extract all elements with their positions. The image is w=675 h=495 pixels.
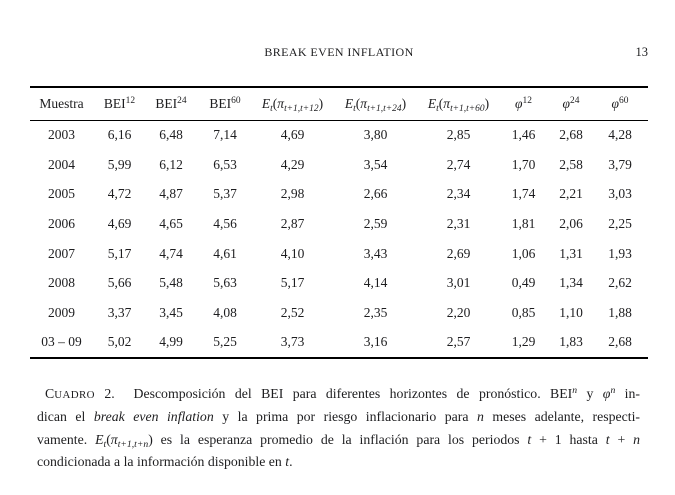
value-cell: 4,10 [280, 245, 305, 261]
value-cell: 3,43 [363, 245, 388, 261]
row-label-cell: 2009 [48, 304, 75, 320]
header-expectation-24: $E_t(\pi_{t+1,t+24})$ [344, 95, 407, 114]
value-cell: 4,28 [608, 127, 632, 143]
value-cell: 3,45 [159, 304, 183, 320]
value-cell: 2,98 [280, 186, 305, 202]
value-cell: 2,59 [363, 215, 388, 231]
row-label-cell: 2008 [48, 275, 75, 291]
caption-line-2: dican el break even inflation y la prima por riesgo inflacionario para n meses adelante, respecti- [37, 409, 641, 425]
table-row [30, 268, 648, 298]
value-cell: 2,06 [559, 215, 583, 231]
value-cell: 1,70 [511, 156, 536, 172]
value-cell: 5,48 [159, 275, 183, 291]
row-label-cell: 2007 [48, 245, 75, 261]
caption-line-1: CUADRO 2. Descomposición del BEI para diferentes horizontes de pronóstico. BEI$^n$ y $\varphi^n$ in- [45, 385, 640, 401]
value-cell: 5,99 [107, 156, 132, 172]
table-row [30, 239, 648, 269]
value-cell: 2,74 [446, 156, 471, 172]
value-cell: 6,48 [159, 127, 183, 143]
value-cell: 5,37 [213, 186, 237, 202]
value-cell: 2,69 [446, 245, 471, 261]
value-cell: 4,56 [213, 215, 237, 231]
value-cell: 4,99 [159, 334, 183, 350]
value-cell: 0,49 [511, 275, 536, 291]
value-cell: 2,52 [280, 304, 305, 320]
value-cell: 3,79 [608, 156, 632, 172]
value-cell: 5,02 [107, 334, 132, 350]
caption-line-3: vamente. $E_t(\pi_{t+1,t+n})$ es la esperanza promedio de la inflación para los periodos t + 1 hasta t + n [37, 431, 640, 450]
header-muestra: Muestra [39, 95, 84, 111]
value-cell: 2,66 [363, 186, 388, 202]
value-cell: 1,88 [608, 304, 632, 320]
table-row [30, 209, 648, 239]
row-label-cell: 03 – 09 [41, 334, 82, 350]
table-row [30, 150, 648, 180]
value-cell: 1,46 [511, 127, 536, 143]
value-cell: 3,16 [363, 334, 388, 350]
value-cell: 0,85 [511, 304, 536, 320]
value-cell: 4,72 [107, 186, 132, 202]
value-cell: 6,53 [213, 156, 237, 172]
header-bei60: BEI$^{60}$ [209, 95, 241, 111]
value-cell: 2,62 [608, 275, 632, 291]
value-cell: 3,54 [363, 156, 388, 172]
results-table-container [30, 86, 648, 359]
value-cell: 2,35 [363, 304, 388, 320]
value-cell: 1,81 [511, 215, 536, 231]
value-cell: 3,37 [107, 304, 132, 320]
row-label-cell: 2005 [48, 186, 75, 202]
value-cell: 3,03 [608, 186, 632, 202]
table-caption [37, 383, 640, 474]
value-cell: 5,63 [213, 275, 237, 291]
table-row [30, 328, 648, 358]
value-cell: 1,06 [511, 245, 536, 261]
value-cell: 2,68 [608, 334, 632, 350]
header-phi12: $\varphi^{12}$ [515, 95, 532, 111]
value-cell: 4,69 [107, 215, 132, 231]
header-expectation-60: $E_t(\pi_{t+1,t+60})$ [427, 95, 490, 114]
row-label-cell: 2006 [48, 215, 75, 231]
bei-decomposition-table [30, 86, 648, 359]
header-phi24: $\varphi^{24}$ [562, 95, 580, 111]
value-cell: 5,17 [280, 275, 305, 291]
header-bei24: BEI$^{24}$ [155, 95, 187, 111]
value-cell: 2,21 [559, 186, 583, 202]
value-cell: 6,12 [159, 156, 183, 172]
table-row [30, 120, 648, 150]
table-header [30, 87, 648, 120]
value-cell: 1,10 [559, 304, 583, 320]
value-cell: 1,93 [608, 245, 632, 261]
value-cell: 5,25 [213, 334, 237, 350]
value-cell: 1,31 [559, 245, 583, 261]
value-cell: 3,80 [363, 127, 388, 143]
row-label-cell: 2004 [48, 156, 75, 172]
value-cell: 1,34 [559, 275, 583, 291]
value-cell: 2,87 [280, 215, 305, 231]
table-body [30, 120, 648, 358]
value-cell: 4,08 [213, 304, 237, 320]
value-cell: 1,74 [511, 186, 536, 202]
caption-line-4: condicionada a la información disponible en t. [37, 454, 293, 470]
value-cell: 2,34 [446, 186, 471, 202]
header-bei12: BEI$^{12}$ [103, 95, 136, 111]
value-cell: 2,20 [446, 304, 471, 320]
table-row [30, 179, 648, 209]
value-cell: 2,31 [446, 215, 471, 231]
value-cell: 7,14 [213, 127, 237, 143]
value-cell: 2,85 [446, 127, 471, 143]
value-cell: 4,74 [159, 245, 183, 261]
value-cell: 4,65 [159, 215, 183, 231]
value-cell: 4,14 [363, 275, 388, 291]
value-cell: 4,29 [280, 156, 305, 172]
value-cell: 6,16 [107, 127, 132, 143]
value-cell: 1,83 [559, 334, 583, 350]
row-label-cell: 2003 [48, 127, 75, 143]
running-head: BREAK EVEN INFLATION [264, 45, 414, 59]
table-row [30, 298, 648, 328]
value-cell: 5,66 [107, 275, 132, 291]
value-cell: 3,01 [446, 275, 471, 291]
header-row [30, 87, 648, 120]
value-cell: 2,58 [559, 156, 583, 172]
value-cell: 2,57 [446, 334, 471, 350]
header-phi60: $\varphi^{60}$ [611, 95, 629, 111]
value-cell: 1,29 [511, 334, 536, 350]
page-number: 13 [635, 45, 648, 59]
value-cell: 3,73 [280, 334, 305, 350]
value-cell: 5,17 [107, 245, 132, 261]
value-cell: 4,87 [159, 186, 183, 202]
value-cell: 4,61 [213, 245, 237, 261]
header-expectation-12: $E_t(\pi_{t+1,t+12})$ [261, 95, 324, 114]
value-cell: 4,69 [280, 127, 305, 143]
value-cell: 2,68 [559, 127, 583, 143]
value-cell: 2,25 [608, 215, 632, 231]
